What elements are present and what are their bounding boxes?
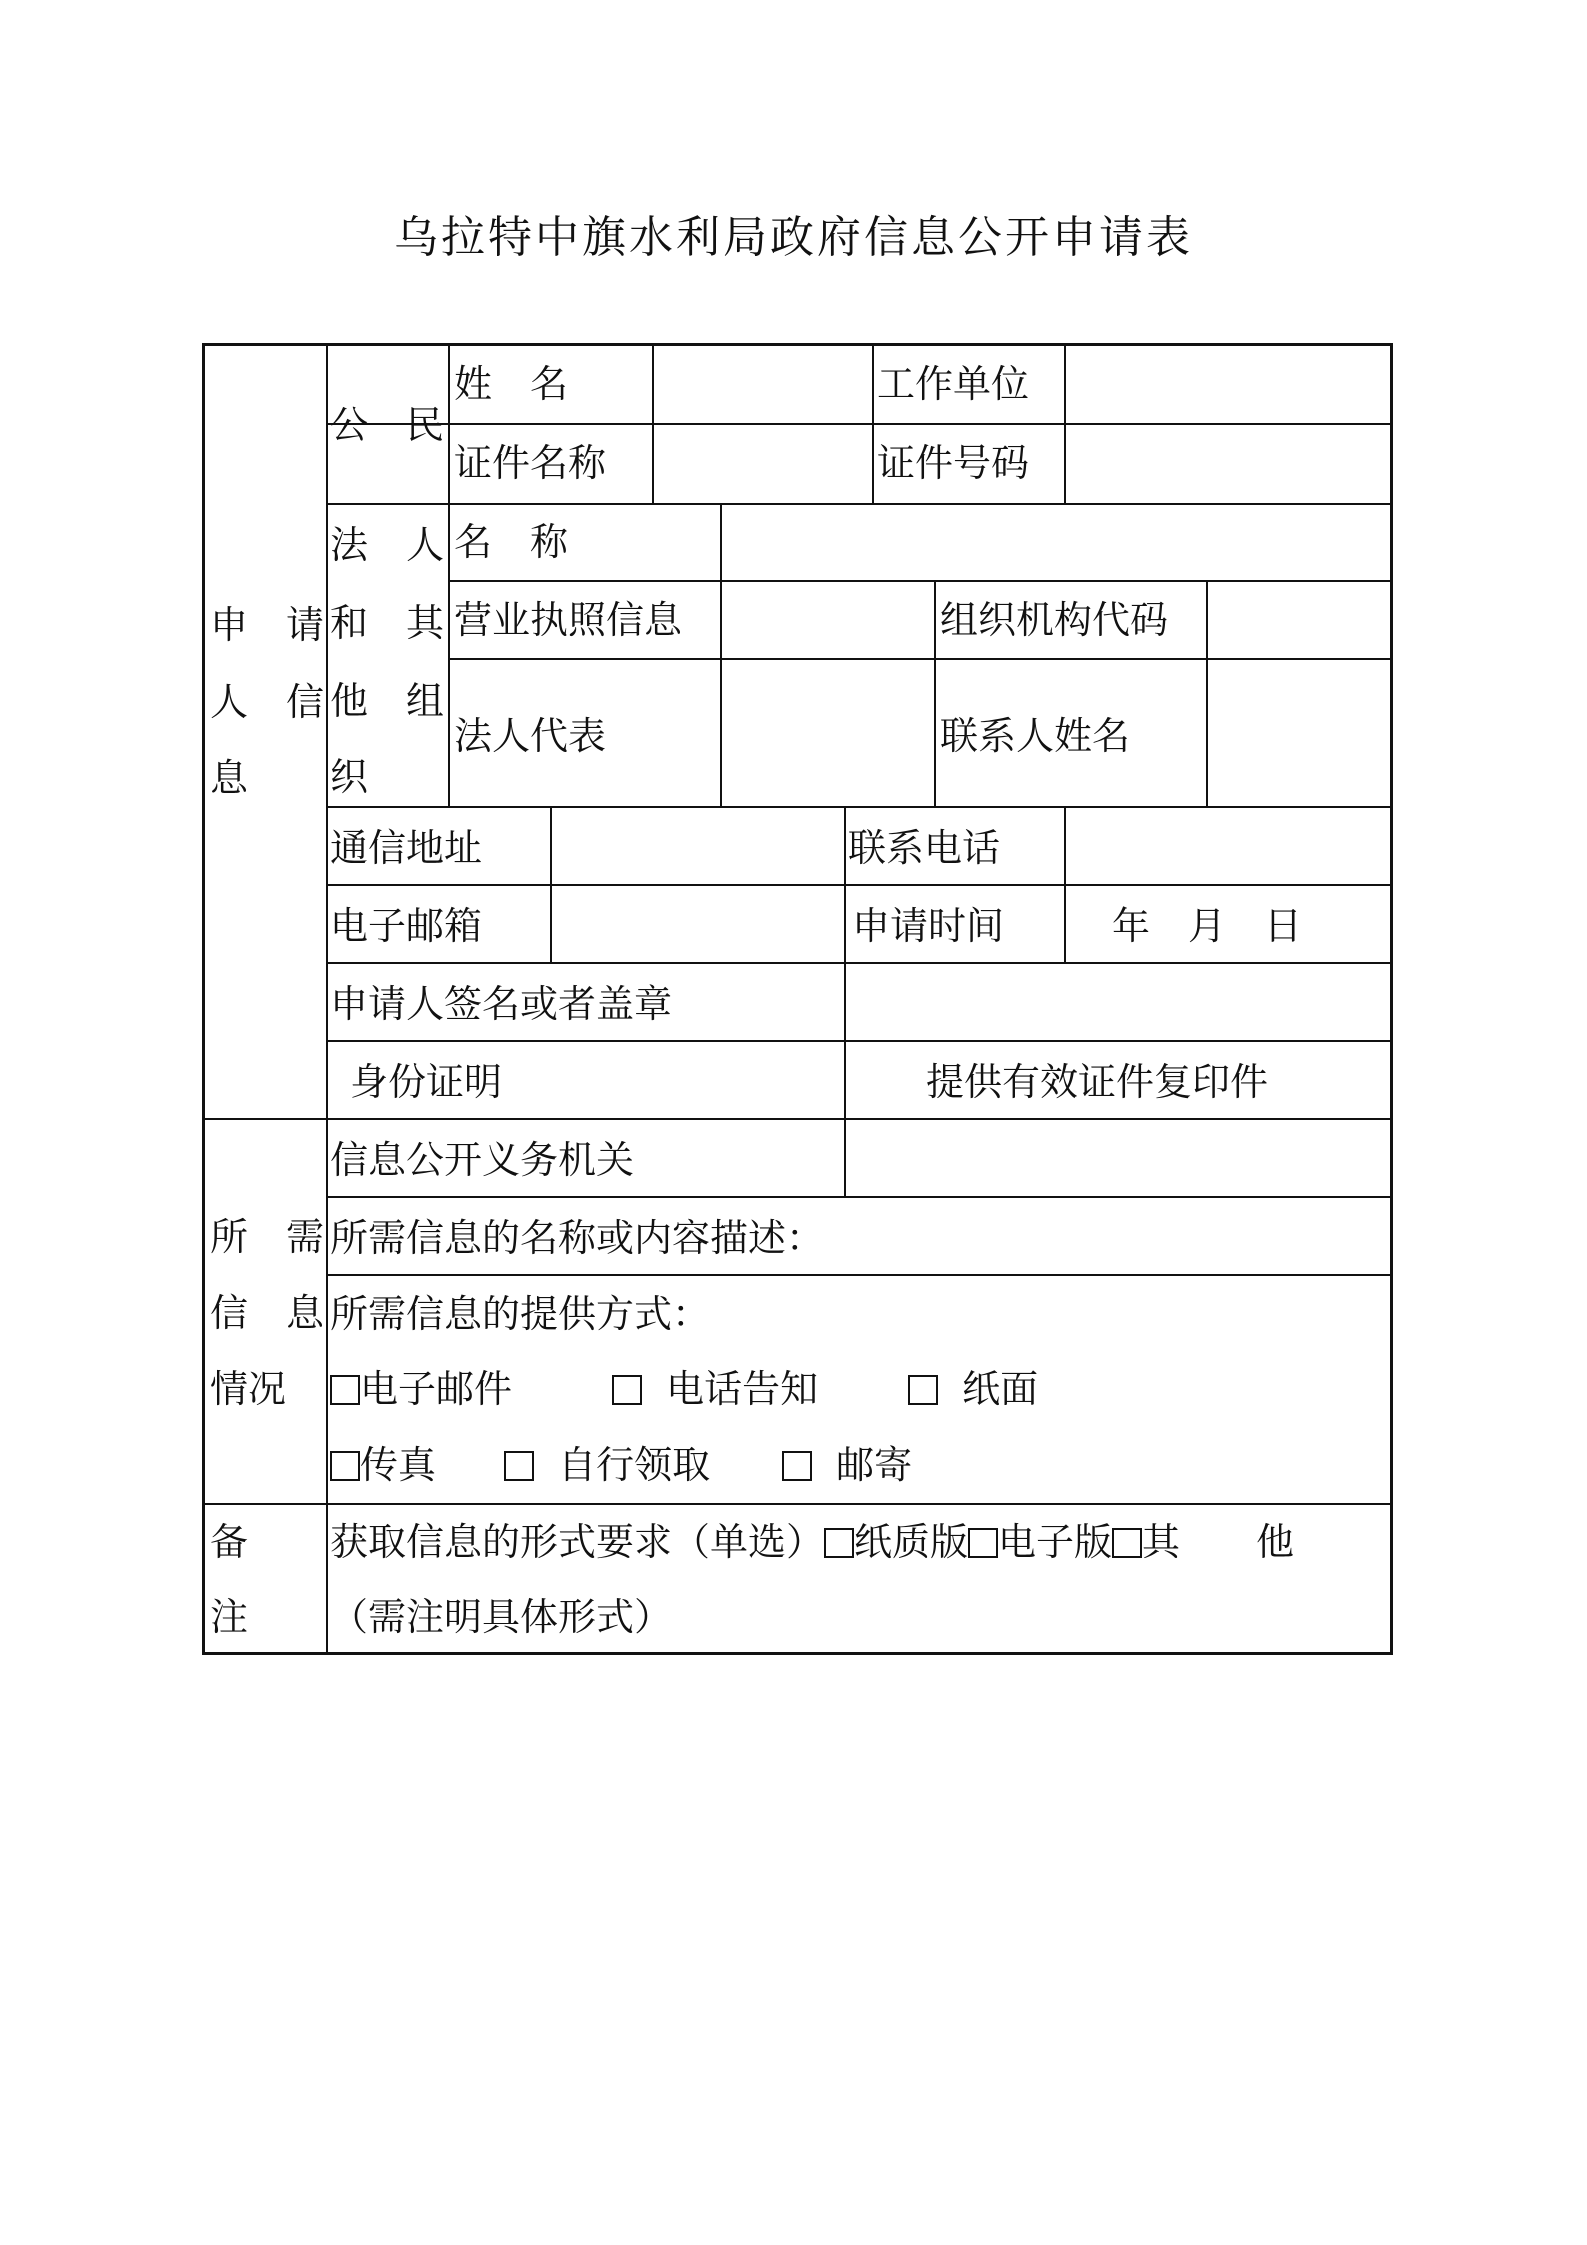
identity-label: 身份证明 <box>350 1060 503 1104</box>
row-line <box>326 1274 1393 1276</box>
citizen-label: 公 民 <box>330 403 445 447</box>
signature-label: 申请人签名或者盖章 <box>330 982 673 1026</box>
checkbox-icon[interactable] <box>968 1528 998 1558</box>
row-line <box>326 423 1393 425</box>
provision-label: 所需信息的提供方式： <box>330 1292 711 1336</box>
checkbox-icon[interactable] <box>612 1375 642 1405</box>
legal-rep-label: 法人代表 <box>454 714 607 758</box>
authority-label: 信息公开义务机关 <box>330 1138 635 1182</box>
col-line <box>720 503 722 806</box>
section-label-applicant: 人 信 <box>210 680 325 724</box>
checkbox-icon[interactable] <box>1112 1528 1142 1558</box>
description-label: 所需信息的名称或内容描述： <box>330 1216 825 1260</box>
row-line <box>326 884 1393 886</box>
row-line <box>448 580 1393 582</box>
org-label: 和 其 <box>330 601 445 645</box>
name-label: 姓 名 <box>454 362 569 406</box>
section-label-info: 情况 <box>210 1367 287 1411</box>
work-unit-label: 工作单位 <box>877 362 1030 406</box>
row-line <box>326 1040 1393 1042</box>
id-type-label: 证件名称 <box>454 441 607 485</box>
form-note: （需注明具体形式） <box>330 1595 673 1639</box>
contact-name-label: 联系人姓名 <box>940 714 1131 758</box>
org-label: 他 组 <box>330 679 445 723</box>
apply-time-label: 申请时间 <box>852 904 1005 948</box>
col-line <box>872 343 874 503</box>
option-phone[interactable]: 电话告知 <box>612 1365 818 1413</box>
section-line <box>202 1118 1393 1120</box>
id-number-label: 证件号码 <box>877 441 1030 485</box>
checkbox-icon[interactable] <box>330 1375 360 1405</box>
col-line <box>1206 580 1208 806</box>
section-label-remarks: 注 <box>210 1595 249 1639</box>
col-line <box>844 806 846 1118</box>
section-label-applicant: 申 请 <box>210 603 325 647</box>
application-form-table <box>202 343 1393 1655</box>
apply-time-value: 年 月 日 <box>1112 904 1303 948</box>
org-label: 法 人 <box>330 523 445 567</box>
org-label: 织 <box>330 755 369 799</box>
section-label-info: 所 需 <box>210 1215 325 1259</box>
phone-label: 联系电话 <box>848 826 1001 870</box>
row-line <box>326 806 1393 808</box>
option-paper[interactable]: 纸面 <box>908 1365 1038 1413</box>
row-line <box>326 962 1393 964</box>
org-code-label: 组织机构代码 <box>940 598 1169 642</box>
section-label-remarks: 备 <box>210 1520 249 1564</box>
col-line <box>1064 806 1066 962</box>
row-line <box>448 658 1393 660</box>
col-line <box>550 806 552 962</box>
col-line <box>934 580 936 806</box>
checkbox-icon[interactable] <box>504 1451 534 1481</box>
section-line <box>202 1503 1393 1505</box>
checkbox-icon[interactable] <box>908 1375 938 1405</box>
row-line <box>326 503 1393 505</box>
checkbox-icon[interactable] <box>330 1451 360 1481</box>
option-email[interactable]: 电子邮件 <box>330 1365 512 1413</box>
row-line <box>326 1196 1393 1198</box>
address-label: 通信地址 <box>330 826 483 870</box>
license-label: 营业执照信息 <box>454 598 683 642</box>
col-line <box>652 343 654 503</box>
section-label-info: 信 息 <box>210 1291 325 1335</box>
page-title: 乌拉特中旗水利局政府信息公开申请表 <box>394 212 1193 263</box>
section-label-applicant: 息 <box>210 756 249 800</box>
org-name-label: 名 称 <box>454 520 569 564</box>
checkbox-icon[interactable] <box>824 1528 854 1558</box>
form-requirement: 获取信息的形式要求（单选） 纸质版 电子版 其 他 <box>330 1520 1295 1564</box>
col-line <box>1064 343 1066 503</box>
option-fax[interactable]: 传真 <box>330 1441 436 1489</box>
col-line <box>448 343 450 806</box>
col-line <box>326 343 328 1655</box>
identity-value: 提供有效证件复印件 <box>926 1060 1269 1104</box>
option-self-pickup[interactable]: 自行领取 <box>504 1441 710 1489</box>
checkbox-icon[interactable] <box>782 1451 812 1481</box>
email-label: 电子邮箱 <box>330 904 483 948</box>
col-line <box>844 1118 846 1196</box>
option-mail[interactable]: 邮寄 <box>782 1441 912 1489</box>
